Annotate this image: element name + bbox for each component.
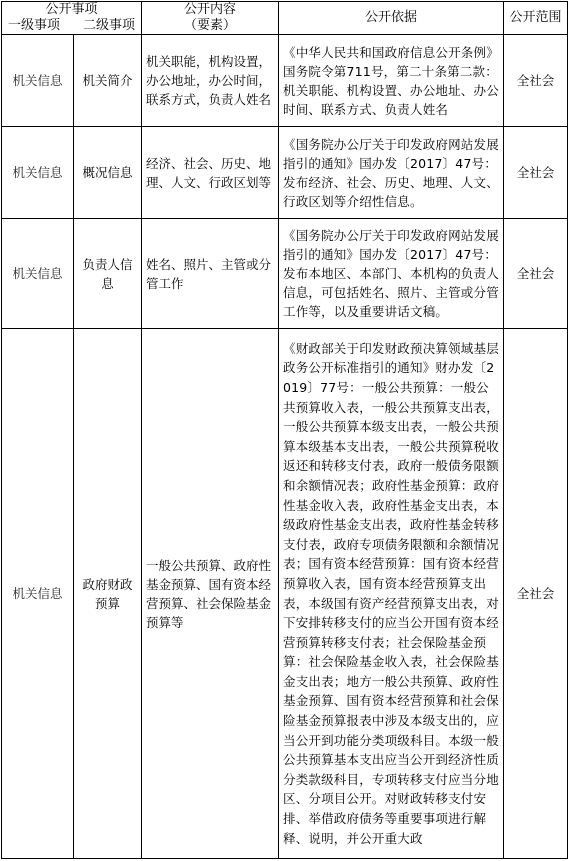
basis-cell: 《中华人民共和国政府信息公开条例》国务院令第711号，第二十条第二款：机关职能、机构设置、办公地址、办公时间、联系方式、负责人姓名 (279, 35, 504, 127)
table-header-row (2, 2, 568, 35)
level2-cell: 概况信息 (74, 127, 142, 219)
header-scope-cell (504, 2, 568, 35)
header-level1-label: 一级事项 (8, 18, 61, 33)
table-row (2, 329, 568, 859)
table-row (2, 219, 568, 329)
content-cell: 姓名、照片、主管或分管工作 (142, 219, 279, 329)
header-level2-label: 二级事项 (82, 18, 135, 33)
header-content-cell (142, 2, 279, 35)
level1-cell: 机关信息 (2, 127, 74, 219)
header-basis-label: 公开依据 (364, 10, 417, 25)
disclosure-table (1, 1, 568, 859)
header-content-sub-label: （要素） (183, 18, 236, 33)
content-cell: 机关职能，机构设置，办公地址，办公时间，联系方式，负责人姓名 (142, 35, 279, 127)
content-cell: 经济、社会、历史、地理、人文、行政区划等 (142, 127, 279, 219)
scope-cell: 全社会 (504, 329, 568, 859)
level1-cell: 机关信息 (2, 329, 74, 859)
scope-cell: 全社会 (504, 127, 568, 219)
level2-cell: 政府财政预算 (74, 329, 142, 859)
level1-cell: 机关信息 (2, 219, 74, 329)
header-scope-label: 公开范围 (509, 10, 562, 25)
table-row (2, 127, 568, 219)
header-basis-cell (279, 2, 504, 35)
basis-cell: 《国务院办公厅关于印发政府网站发展指引的通知》国办发〔2017〕47号：发布经济、社会、历史、地理、人文、行政区划等介绍性信息。 (279, 127, 504, 219)
basis-cell: 《财政部关于印发财政预决算领域基层政务公开标准指引的通知》财办发〔2019〕77号：一般公共预算：一般公共预算收入表，一般公共预算支出表，一般公共预算本级支出表，一般公共预算本级基本支出表，一般公共预算税收返还和转移支付表，政府一般债务限额和余额情况表；政府性基金预算：政府性基金收入表，政府性基金支出表，本级政府性基金支出表，政府性基金转移支付表，政府专项债务限额和余额情况表；国有资本经营预算：国有资本经营预算收入表，国有资本经营预算支出表，本级国有资产经营预算支出表，对下安排转移支付的应当公开国有资本经营预算转移支付表；社会保险基金预算：社会保险基金收入表，社会保险基金支出表；地方一般公共预算、政府性基金预算、国有资本经营预算和社会保险基金预算报表中涉及本级支出的，应当公开到功能分类项级科目。本级一般公共预算基本支出应当公开到经济性质分类款级科目，专项转移支付应当分地区、分项目公开。对财政转移支付安排、举借政府债务等重要事项进行解释、说明，并公开重大政 (279, 329, 504, 859)
level2-cell: 机关简介 (74, 35, 142, 127)
header-item-label: 公开事项 (45, 2, 98, 17)
scope-cell: 全社会 (504, 35, 568, 127)
header-content-label: 公开内容 (183, 2, 236, 17)
header-item-cell (2, 2, 142, 35)
table-row (2, 35, 568, 127)
level2-cell: 负责人信息 (74, 219, 142, 329)
basis-cell: 《国务院办公厅关于印发政府网站发展指引的通知》国办发〔2017〕47号：发布本地区、本部门、本机构的负责人信息，可包括姓名、照片、主管或分管工作等，以及重要讲话文稿。 (279, 219, 504, 329)
scope-cell: 全社会 (504, 219, 568, 329)
content-cell: 一般公共预算、政府性基金预算、国有资本经营预算、社会保险基金预算等 (142, 329, 279, 859)
level1-cell: 机关信息 (2, 35, 74, 127)
